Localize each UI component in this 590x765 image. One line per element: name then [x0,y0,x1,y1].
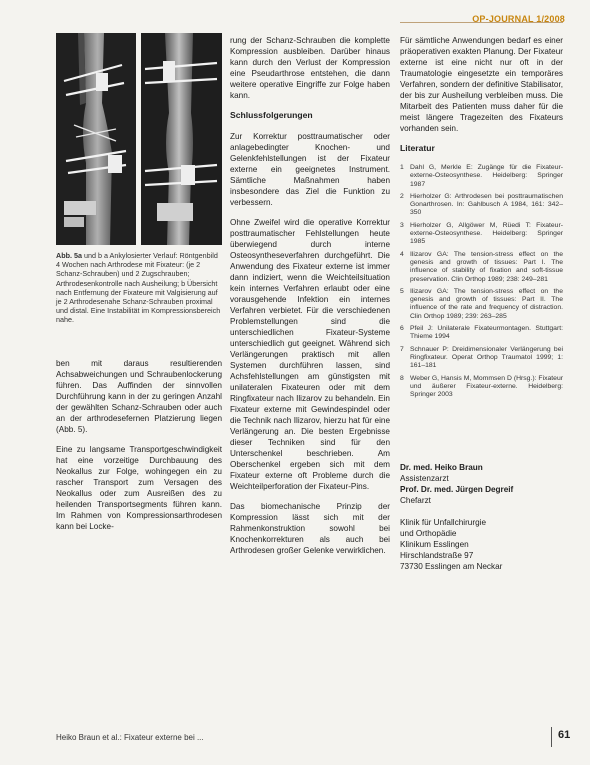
footer-divider [551,727,552,747]
column-1 [56,358,222,541]
author-block [400,462,563,572]
reference-item: 7 Schnauer P: Dreidimensionaler Verlängerung bei Ringfixateur. Operat Orthop Traumatol 1999; 1: 161–181 [400,345,563,370]
address-line: und Orthopädie [400,529,457,538]
page-number: 61 [558,729,571,741]
reference-item: 1 Dahl G, Merkle E: Zugänge für die Fixateur-externe-Osteosynthese. Heidelberg: Springer 1987 [400,164,563,188]
literature-heading: Literatur [400,143,435,153]
author-name-1: Dr. med. Heiko Braun [400,463,483,472]
paragraph: Zur Korrektur posttraumatischer oder anlagebedingter Knochen- und Gelenkfehlstellungen ist der Fixateur externe ein geeignetes Instrument. Sämtliche Maßnahmen haben insbesondere das Ziel die Funktion zu verbessern. [230,132,390,207]
reference-item: 2 Hierholzer G: Arthrodesen bei posttraumatischen Gonarthrosen. In: Gahlbusch A 1984, 161: 342–350 [400,192,563,217]
figure-caption [56,251,222,325]
address-line: 73730 Esslingen am Neckar [400,562,503,571]
author-role-2: Chefarzt [400,496,431,505]
address-line: Hirschlandstraße 97 [400,551,474,560]
reference-item: 6 Pfeil J: Unilaterale Fixateurmontagen. Stuttgart: Thieme 1994 [400,325,563,341]
running-title: Heiko Braun et al.: Fixateur externe bei ... [56,733,204,742]
xray-image-b [141,33,222,245]
paragraph: Für sämtliche Anwendungen bedarf es einer präoperativen exakten Planung. Der Fixateur externe ist eine nicht nur oft in der Traumatologie eingesetzte ein temporäres Verfahren, sondern der definitive Stabilisator, der bis zur Ausheilung verbleiben muss. Die Mitarbeit des Patienten muss daher für die meist längere Tragezeiten des Fixateurs vorhanden sein. [400,36,563,133]
paragraph: rung der Schanz-Schrauben die komplette Kompression ausbleiben. Darüber hinaus kann durch den Verlust der Kompression eine Pseudarthrose entstehen, die dann weitere operative Eingriffe zur Folge haben kann. [230,36,390,100]
column-3 [400,35,563,403]
reference-item: 3 Hierholzer G, Allgöwer M, Rüedi T: Fixateur-externe-Osteosynthese. Heidelberg: Springer 1985 [400,221,563,246]
address-line: Klinik für Unfallchirurgie [400,518,487,527]
figure-caption-text: und b a Ankylosierter Verlauf: Röntgenbild 4 Wochen nach Arthrodese mit Fixateur: (je 2 Schanz-Schrauben) und 2 Zugschrauben; Arthrodesenkontrolle nach Ausheilung; b Übersicht nach Entfernung der Fixateure mit Valgisierung auf je 2 Arthrodesenahe Schanz-Schrauben proximal und distal. Eine Instabilität im Kompressionsbereich nahe. [56,251,221,325]
reference-item: 4 Ilizarov GA: The tension-stress effect on the genesis and growth of tissues: Part I. The influence of stability of fixation and soft-tissue preservation. Clin Orthop 1989; 238: 249–281 [400,250,563,283]
author-role-1: Assistenzarzt [400,474,449,483]
paragraph: Das biomechanische Prinzip der Kompression lässt sich mit der Rahmenkonstruktion sowohl bei Knochenkorrekturen als auch bei Arthrodesen großer Gelenke verwirklichen. [230,502,390,555]
journal-header: OP-JOURNAL 1/2008 [472,14,565,24]
reference-item: 5 Ilizarov GA: The tension-stress effect on the genesis and growth of tissues: Part II. The influence of the rate and frequency of distraction. Clin Orthop 1989; 239: 263–285 [400,287,563,320]
address-line: Klinikum Esslingen [400,540,469,549]
reference-list [400,164,563,399]
figure-caption-label: Abb. 5a [56,251,82,260]
reference-item: 8 Weber G, Hansis M, Mommsen D (Hrsg.): Fixateur und äußerer Fixateur-externe. Heidelberg: Springer 2003 [400,374,563,399]
figure-5 [56,33,222,245]
paragraph: ben mit daraus resultierenden Achsabweichungen und Schraubenlockerung führen. Das Auffinden der sinnvollen Durchführung kann in der zu geringen Anzahl der gewählten Schanz-Schrauben oder auch an der arthrodesefernen Platzierung liegen (Abb. 5). [56,359,222,434]
paragraph: Ohne Zweifel wird die operative Korrektur posttraumatischer Fehlstellungen heute überwiegend durch interne Osteosyntheseverfahren durchgeführt. Die Anwendung des Fixateur externe ist immer dann indiziert, wenn die Weichteilsituation kein internes Verfahren erlaubt oder eine vorausgehende Infektion ein internes Verfahren verbietet. Für die verschiedenen Problemstellungen sind die unterschiedlichen Fixateur-Systeme unterschiedlich gut geeignet. Während sich Verlängerungen praktisch mit allen Systemen durchführen lassen, sind Achsfehlstellungen am günstigsten mit unilateralen Fixateuren oder mit dem Ringfixateur nach Ilizarov zu behandeln. Ein Fixateur externe mit Gewindespindel oder die Technik nach Ilizarov, hierzu hat für eine Verlängerung an. Die besten Ergebnisse dieser Techniken sind für den Unterschenkel beschrieben. Am Oberschenkel ergeben sich mit dem Fixateur externe oft Probleme durch die Weichteilperforation der Fixateur-Pins. [230,218,390,491]
paragraph: Eine zu langsame Transportgeschwindigkeit hat eine vorzeitige Durchbauung des Neokallus zur Folge, wohingegen ein zu rascher Transport zum Versagen des Neokallus oder zum Ausreißen des zu heilenden Transportsegments führen kann. Im Rahmen von Kompressionsarthrodesen kann bei Locke- [56,445,222,531]
column-2 [230,35,390,565]
xray-image-a [56,33,136,245]
section-heading: Schlussfolgerungen [230,110,313,120]
author-name-2: Prof. Dr. med. Jürgen Degreif [400,485,514,494]
